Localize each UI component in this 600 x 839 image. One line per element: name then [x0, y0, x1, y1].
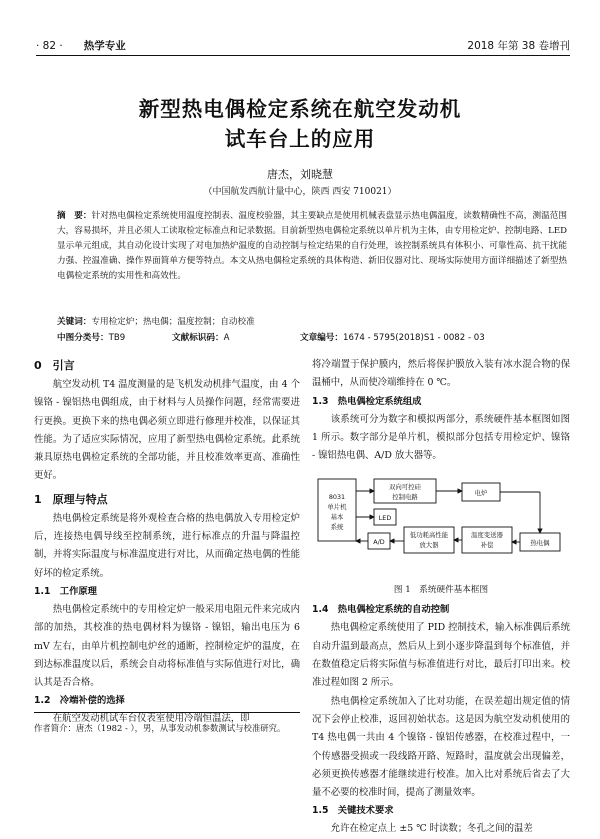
mcu-label-4: 系统 [330, 523, 344, 532]
figure-1-block-diagram [312, 471, 570, 579]
keywords-label: 关键词： [57, 317, 92, 327]
affiliation: （中国航发西航计量中心，陕西 西安 710021） [203, 187, 397, 197]
page-number: · 82 · [36, 40, 63, 52]
led-label: LED [378, 514, 392, 523]
section-1-2-heading: 1.2 冷端补偿的选择 [34, 695, 125, 707]
article-number: 1674 - 5795(2018)S1 - 0082 - 03 [342, 333, 485, 343]
doc-code-label: 文献标识码： [172, 333, 224, 343]
figure-1-caption: 图 1 系统硬件基本框图 [393, 585, 489, 596]
mcu-label-1: 8031 [328, 493, 346, 502]
bidirectional-label-2: 控制电路 [392, 493, 418, 502]
author-footnote: 作者简介：唐杰（1982 - ），男，从事发动机参数测试与校准研究。 [34, 712, 300, 736]
article-number-label: 文章编号： [300, 333, 343, 343]
auto-control-paragraph-2: 热电偶检定系统加入了比对功能，在误差超出规定值的情况下会停止校准，返回初始状态。这是因为航空发动机使用的 T4 热电偶一共由 4 个镍铬 - 镍铝传感器，在校准过程中，一个传感器受损或一段线路开路、短路时，温度就会出现偏差，必须更换传感器才能继续进行校准。加入比对系统后省去了大量不必要的校准时间，提高了测量效率。 [312, 695, 570, 799]
journal-issue: 2018 年第 38 卷增刊 [467, 40, 570, 52]
thermocouple-label: 热电偶 [530, 539, 550, 548]
composition-paragraph: 该系统可分为数字和模拟两部分，系统硬件基本框图如图 1 所示。数字部分是单片机，模拟部分包括专用检定炉、镍铬 - 镍铝热电偶、A/D 放大器等。 [312, 413, 570, 462]
amplifier-label-1: 低功耗高性能 [409, 531, 449, 540]
principle-paragraph: 热电偶检定系统是将外观检查合格的热电偶放入专用检定炉后，连接热电偶导线至控制系统，进行标准点的升温与降温控制，并将实际温度与标准温度进行对比，从而确定热电偶的性能好坏的检定系统。 [34, 512, 300, 579]
paper-title-line-1: 新型热电偶检定系统在航空发动机 [138, 97, 462, 121]
section-1-heading: 1 原理与特点 [34, 492, 108, 506]
section-1-5-heading: 1.5 关键技术要求 [312, 805, 394, 817]
furnace-label: 电炉 [474, 489, 488, 498]
mcu-label-2: 单片机 [327, 503, 347, 512]
header-left [36, 38, 126, 53]
right-column [312, 356, 570, 839]
cold-junction-label-1: 温度变送器 [471, 531, 503, 540]
abstract-text: 针对热电偶检定系统使用温度控制表、温度校验器，其主要缺点是使用机械表盘显示热电偶温度，读数精确性不高，测温范围大，容易损坏，并且必须人工读取检定标准点和记录数据。目前新型热电偶检定系统以单片机为主体，由专用检定炉、控制电路、LED 显示单元组成，其自动化设计实现了对电加热炉温度的自动控制与检定结果的自行处理，该控制系统具有体积小、可靠性高、抗干扰能力强、控温准确、操作界面简单方便等特点。本文从热电偶检定系统的具体构造、新旧仪器对比、现场实际使用方面详细描述了新型热电偶检定系统的实用性和高效性。 [57, 211, 567, 281]
keywords-text: 专用检定炉；热电偶；温度控制；自动校准 [91, 317, 255, 327]
ad-label: A/D [373, 538, 385, 547]
header-rule [36, 55, 570, 56]
keywords [57, 315, 567, 327]
section-1-3-heading: 1.3 热电偶检定系统组成 [312, 395, 422, 407]
intro-paragraph: 航空发动机 T4 温度测量的是飞机发动机排气温度，由 4 个镍铬 - 镍铝热电偶组成，由于材料与人员操作问题，经常需要进行更换。更换下来的热电偶必须立即进行修理并校准，以保证其性能。为了适应实际情况，应用了新型热电偶检定系统。此系统兼具原热电偶检定系统的全部功能，并且校准效率更高、准确性更好。 [34, 379, 300, 482]
working-principle-paragraph: 热电偶检定系统中的专用检定炉一般采用电阻元件来完成内部的加热，其校准的热电偶材料为镍铬 - 镍铝，输出电压为 6 mV 左右，由单片机控制电炉丝的通断，控制检定炉的温度，在到达标准温度以后，系统会自动将标准值与实际值进行对比，确认其是否合格。 [34, 603, 300, 689]
bidirectional-label-1: 双向可控硅 [389, 483, 421, 492]
clc-label: 中图分类号： [57, 333, 109, 343]
cold-junction-paragraph: 在航空发动机试车台仪表室使用冷端恒温法，即 [52, 713, 250, 725]
authors: 唐杰，刘晓慧 [267, 168, 333, 181]
doc-code: A [223, 333, 230, 343]
section-1-4-heading: 1.4 热电偶检定系统的自动控制 [312, 604, 450, 616]
key-requirements-paragraph: 允许在检定点上 ±5 ℃ 时读数；冬孔之间的温差 [330, 823, 533, 835]
section-1-1-heading: 1.1 工作原理 [34, 585, 97, 597]
continued-paragraph: 将冷端置于保护膜内，然后将保护膜放入装有冰水混合物的保温桶中，从而使冷端维持在 0 ℃。 [312, 359, 570, 389]
section-0-heading: 0 引言 [34, 359, 75, 372]
abstract-label: 摘 要： [57, 211, 92, 221]
clc-code: TB9 [108, 333, 126, 343]
paper-title-line-2: 试车台上的应用 [224, 127, 376, 151]
amplifier-label-2: 放大器 [419, 541, 439, 550]
classification-line [57, 331, 567, 343]
cold-junction-label-2: 补偿 [480, 541, 494, 550]
running-header [36, 38, 570, 54]
abstract [57, 209, 567, 284]
left-column [34, 356, 300, 729]
mcu-label-3: 基本 [330, 513, 344, 522]
journal-section: 热学专业 [83, 40, 126, 52]
block-diagram-svg [312, 471, 570, 579]
auto-control-paragraph-1: 热电偶检定系统使用了 PID 控制技术，输入标准偶后系统自动升温到最高点，然后从上到小逐步降温到每个标准值，并在数值稳定后将实际值与标准值进行对比，最后打印出来。校准过程如图 2 所示。 [312, 622, 570, 689]
